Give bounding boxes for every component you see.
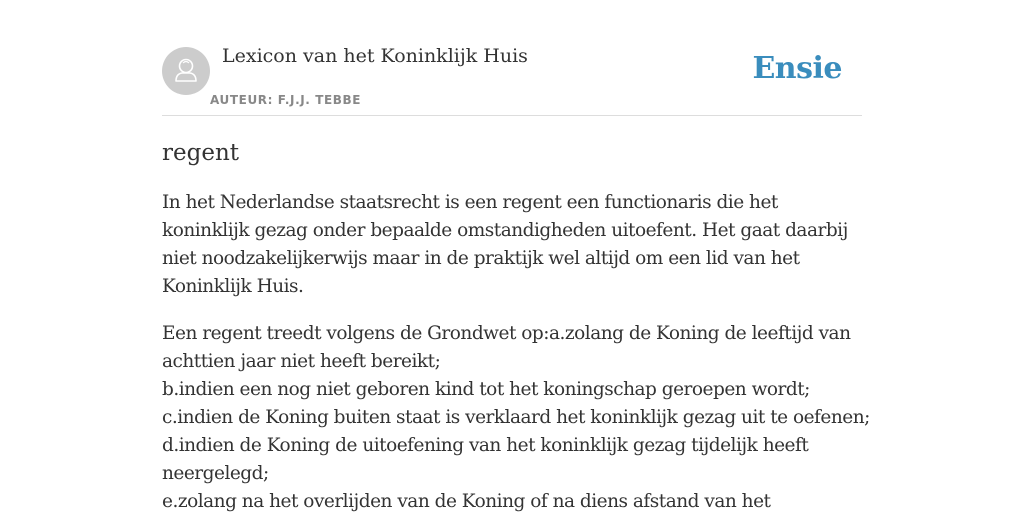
article-header	[162, 0, 862, 116]
author-avatar[interactable]	[162, 47, 210, 95]
book-title-link[interactable]: Lexicon van het Koninklijk Huis	[222, 45, 528, 67]
article-paragraph-1: In het Nederlandse staatsrecht is een regent een functionaris die het koninklijk gezag onder bepaalde omstandigheden uitoefent. Het gaat daarbij niet noodzakelijkerwijs maar in de praktijk wel altijd om een lid van het Koninklijk Huis.	[162, 192, 848, 297]
article-term: regent	[162, 140, 239, 166]
line-d-text: d.indien de Koning de uitoefening van het koninklijk gezag tijdelijk heeft neergelegd;	[162, 435, 809, 484]
paragraph-2-line-a	[162, 320, 862, 376]
ensie-logo[interactable]: Ensie	[752, 51, 842, 86]
line-a-text: Een regent treedt volgens de Grondwet op:a.zolang de Koning de leeftijd van achttien jaar niet heeft bereikt;	[162, 323, 851, 372]
paragraph-2-line-d	[162, 432, 862, 488]
paragraph-2-line-e: e.zolang na het overlijden van de Koning of na diens afstand van het	[162, 491, 771, 512]
paragraph-2-line-c: c.indien de Koning buiten staat is verklaard het koninklijk gezag uit te oefenen;	[162, 407, 870, 428]
paragraph-2-line-b: b.indien een nog niet geboren kind tot het koningschap geroepen wordt;	[162, 379, 810, 400]
author-label[interactable]: AUTEUR: F.J.J. TEBBE	[210, 93, 362, 107]
user-icon	[162, 47, 210, 95]
article-paragraph-2	[162, 320, 870, 512]
article-page	[162, 0, 870, 512]
